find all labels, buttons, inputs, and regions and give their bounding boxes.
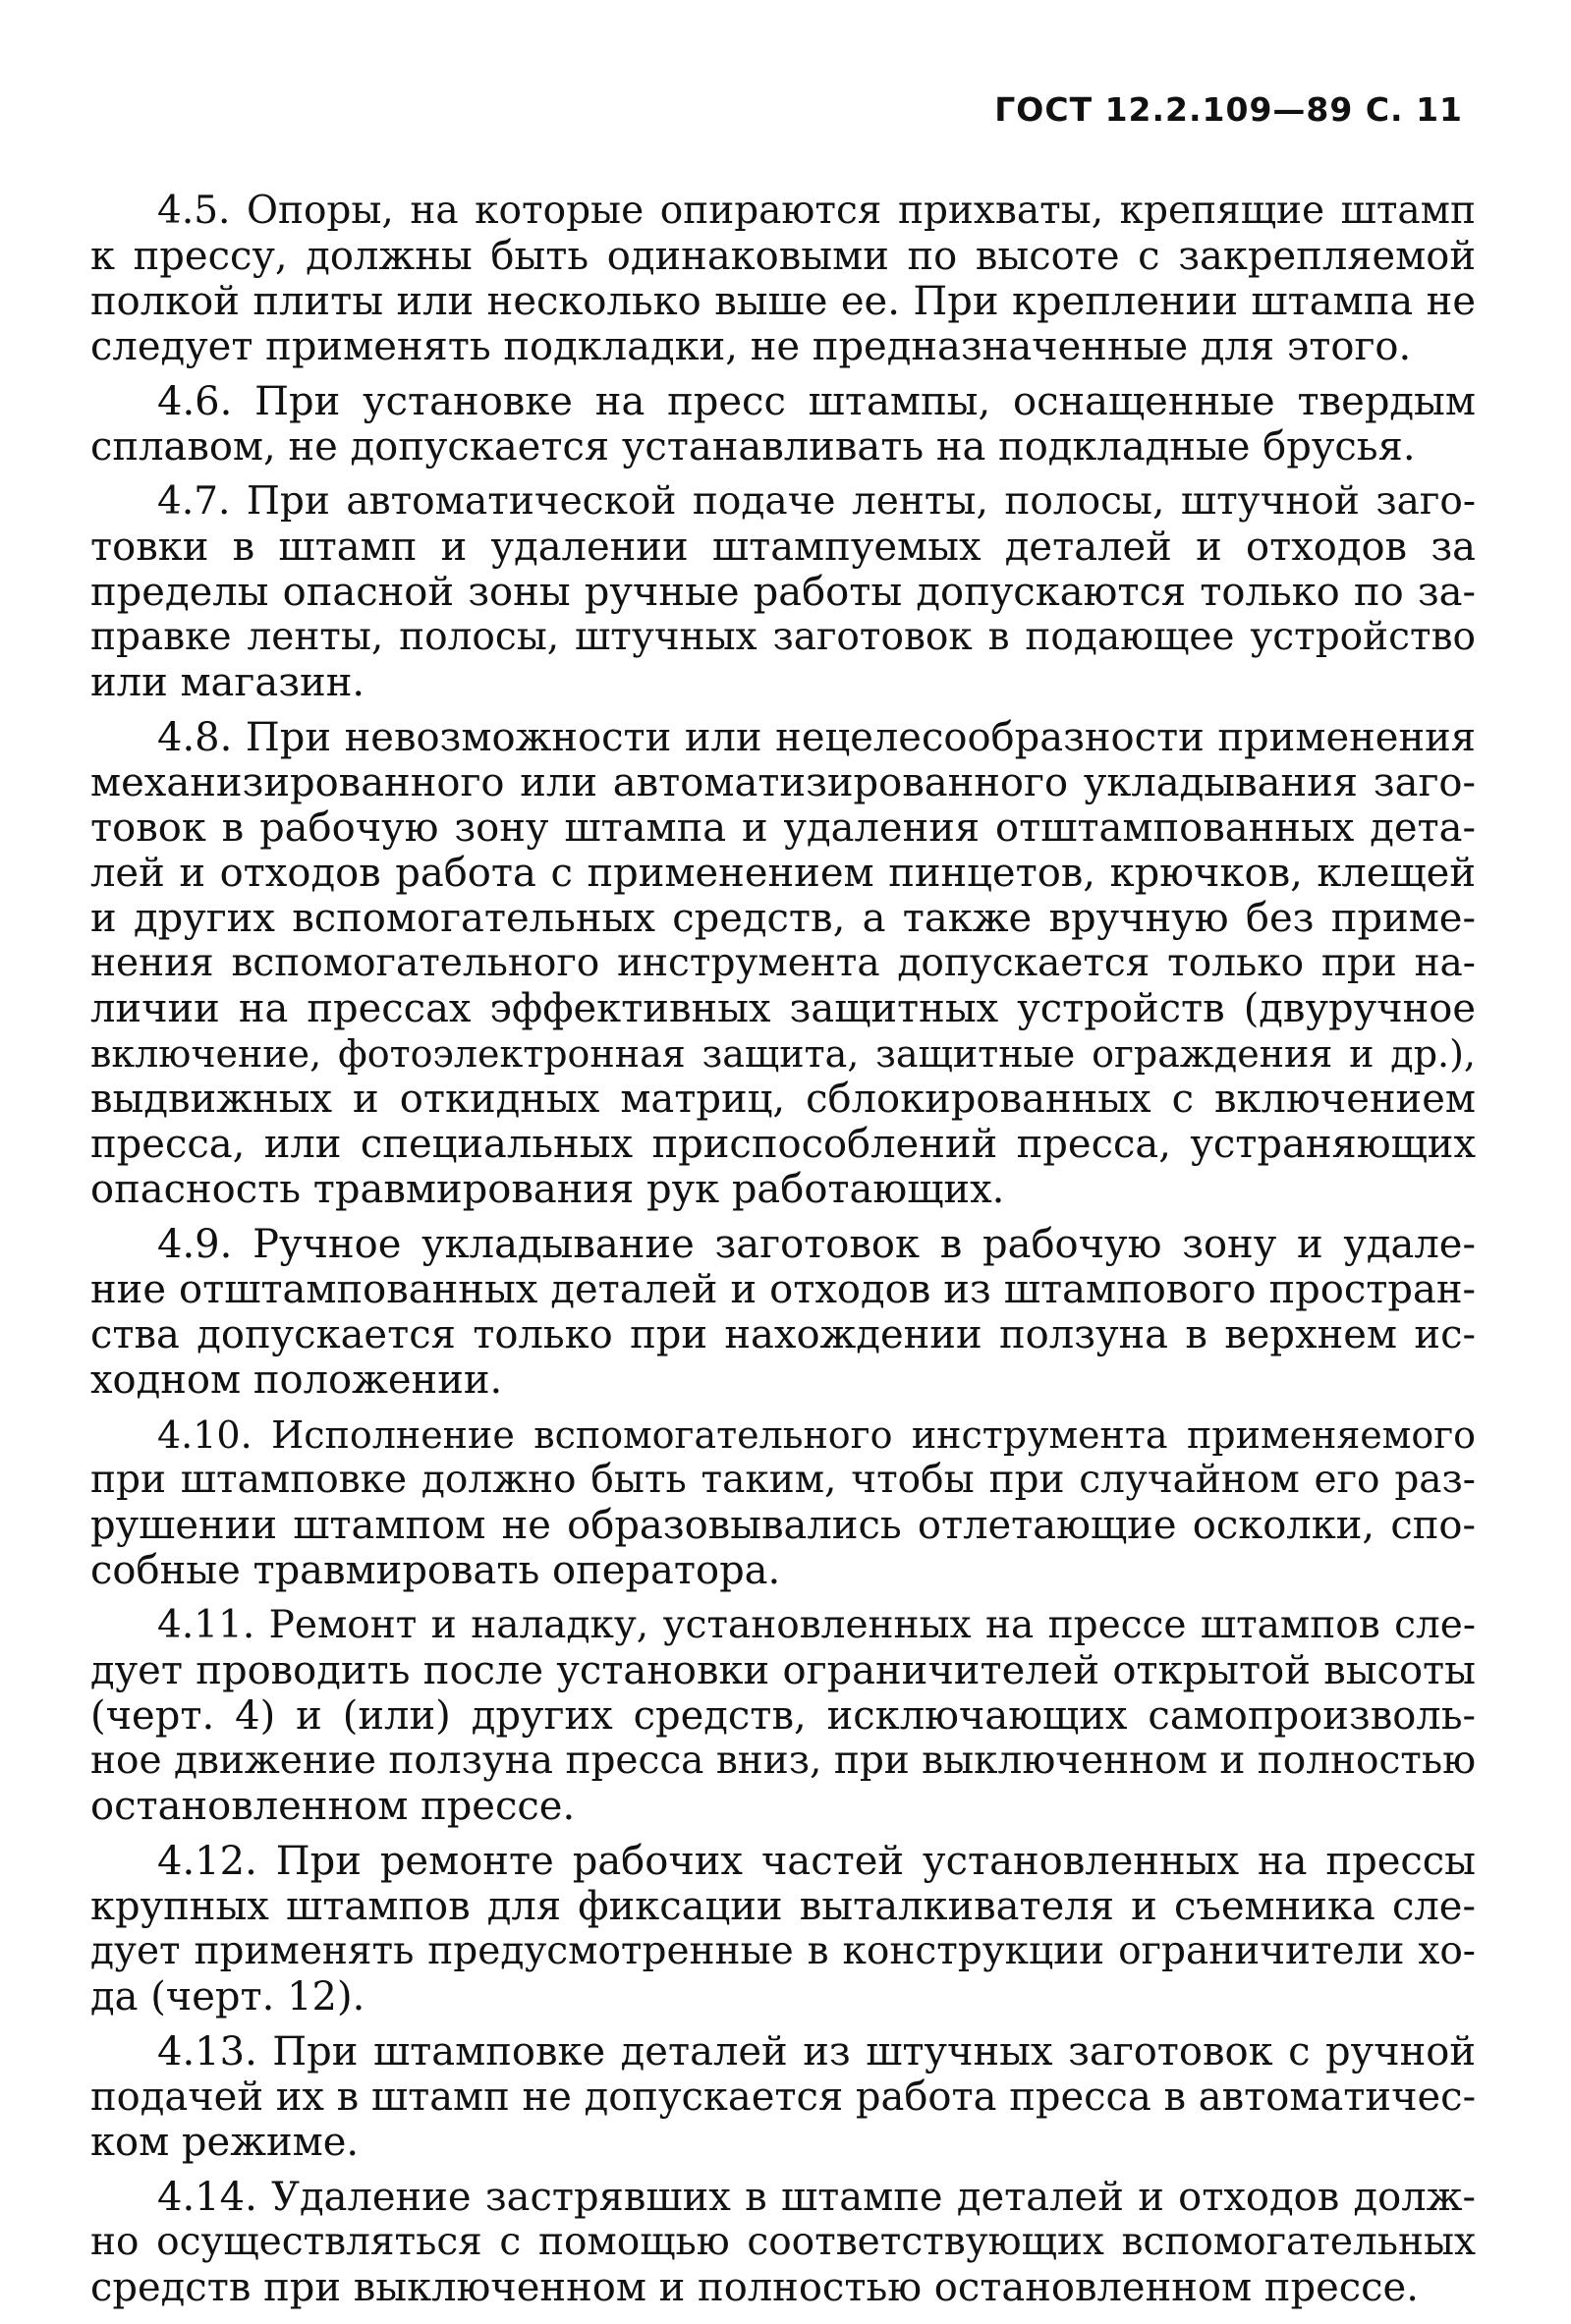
text-line: следует применять подкладки, не предназначенные для этого. [90,324,1412,369]
text-line: пределы опасной зоны ручные работы допускаются только по за- [90,570,1476,615]
text-line: собные травмировать оператора. [90,1548,781,1593]
paragraph-4-5 [90,189,1476,369]
text-line: ние отштампованных деталей и отходов из штампового простран- [90,1267,1476,1312]
text-line: личии на прессах эффективных защитных устройств (двуручное [90,986,1476,1031]
text-line: 4.9. Ручное укладывание заготовок в рабочую зону и удале- [157,1222,1476,1267]
text-line: 4.13. При штамповке деталей из штучных заготовок с ручной [157,2029,1476,2075]
text-line: товок в рабочую зону штампа и удаления отштампованных дета- [90,805,1476,851]
text-line: товки в штамп и удалении штампуемых деталей и отходов за [90,525,1476,570]
text-line: средств при выключенном и полностью остановленном прессе. [90,2265,1419,2310]
text-line: или магазин. [90,660,365,705]
text-line: опасность травмирования рук работающих. [90,1167,1005,1212]
text-line: и других вспомогательных средств, а также вручную без приме- [90,896,1476,941]
text-line: остановленном прессе. [90,1784,576,1829]
text-line: дует проводить после установки ограничителей открытой высоты [90,1648,1476,1693]
paragraph-4-13 [90,2029,1476,2165]
text-line: ное движение ползуна пресса вниз, при выключенном и полностью [90,1739,1476,1783]
paragraph-4-6 [90,379,1476,470]
text-line: выдвижных и откидных матриц, сблокированных с включением [90,1077,1476,1122]
paragraph-4-9 [90,1222,1476,1403]
text-line: дует применять предусмотренные в конструкции ограничители хо- [90,1929,1476,1973]
text-line: ства допускается только при нахождении ползуна в верхнем ис- [90,1312,1476,1357]
text-line: сплавом, не допускается устанавливать на подкладные брусья. [90,424,1416,470]
text-line: нения вспомогательного инструмента допускается только при на- [90,941,1476,985]
text-line: 4.6. При установке на пресс штампы, оснащенные твердым [157,379,1476,424]
paragraph-4-12 [90,1839,1476,2020]
paragraph-4-10 [90,1412,1476,1593]
text-line: полкой плиты или несколько выше ее. При креплении штампа не [90,279,1476,324]
document-body [90,189,1476,2320]
text-line: крупных штампов для фиксации выталкивателя и съемника сле- [90,1884,1476,1929]
text-line: 4.5. Опоры, на которые опираются прихваты, крепящие штамп [157,189,1476,233]
text-line: подачей их в штамп не допускается работа пресса в автоматичес- [90,2075,1476,2120]
text-line: ходном положении. [90,1357,503,1403]
text-line: лей и отходов работа с применением пинцетов, крючков, клещей [90,851,1476,896]
paragraph-4-11 [90,1603,1476,1829]
text-line: но осуществляться с помощью соответствующих вспомогательных [90,2220,1476,2264]
text-line: 4.8. При невозможности или нецелесообразности применения [157,715,1476,760]
text-line: включение, фотоэлектронная защита, защитные ограждения и др.), [90,1032,1476,1076]
text-line: 4.12. При ремонте рабочих частей установленных на прессы [157,1839,1476,1884]
text-line: правке ленты, полосы, штучных заготовок в подающее устройство [90,615,1476,659]
page-header: ГОСТ 12.2.109—89 С. 11 [994,90,1463,129]
text-line: 4.14. Удаление застрявших в штампе деталей и отходов долж- [157,2175,1476,2220]
text-line: 4.7. При автоматической подаче ленты, полосы, штучной заго- [157,479,1476,524]
text-line: ком режиме. [90,2120,360,2165]
paragraph-4-8 [90,715,1476,1212]
text-line: да (черт. 12). [90,1974,365,2020]
text-line: 4.11. Ремонт и наладку, установленных на прессе штампов сле- [157,1603,1476,1647]
text-line: рушении штампом не образовывались отлетающие осколки, спо- [90,1503,1476,1548]
paragraph-4-14 [90,2175,1476,2310]
text-line: к прессу, должны быть одинаковыми по высоте с закрепляемой [90,234,1476,279]
paragraph-4-7 [90,479,1476,705]
text-line: механизированного или автоматизированного укладывания заго- [90,760,1476,805]
text-line: пресса, или специальных приспособлений пресса, устраняющих [90,1122,1476,1167]
text-line: (черт. 4) и (или) других средств, исключающих самопроизволь- [90,1693,1476,1739]
text-line: при штамповке должно быть таким, чтобы при случайном его раз- [90,1458,1476,1502]
text-line: 4.10. Исполнение вспомогательного инструмента применяемого [157,1413,1476,1457]
